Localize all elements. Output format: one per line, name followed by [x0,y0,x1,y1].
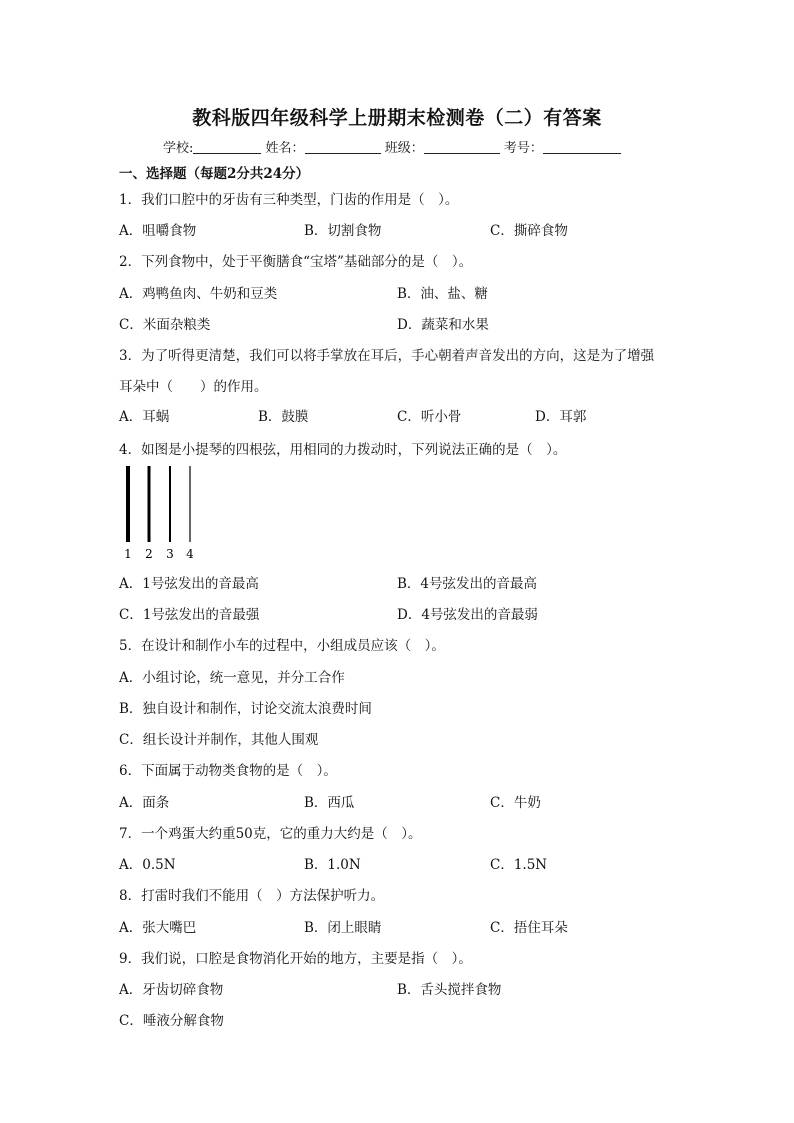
q6-option-c[interactable]: C．牛奶 [490,795,541,811]
q1-option-b[interactable]: B．切割食物 [304,223,382,239]
question-3-stem: 3．为了听得更清楚，我们可以将手掌放在耳后，手心朝着声音发出的方向，这是为了增强 [119,348,655,364]
string-label-4: 4 [186,547,194,561]
question-5-stem: 5．在设计和制作小车的过程中，小组成员应该（ ）。 [119,638,445,654]
q8-option-a[interactable]: A．张大嘴巴 [119,920,197,936]
question-4-stem: 4．如图是小提琴的四根弦，用相同的力拨动时，下列说法正确的是（ ）。 [119,442,567,458]
q7-option-b[interactable]: B．1.0N [304,857,361,873]
question-3-stem-cont: 耳朵中（ ）的作用。 [119,379,268,395]
question-2-stem: 2．下列食物中，处于平衡膳食“宝塔”基础部分的是（ ）。 [119,254,473,270]
question-1-stem: 1．我们口腔中的牙齿有三种类型，门齿的作用是（ ）。 [119,192,459,208]
q9-option-c[interactable]: C．唾液分解食物 [119,1013,224,1029]
section-heading: 一、选择题（每题2分共24分） [119,166,310,182]
name-blank[interactable] [305,140,381,154]
q4-option-a[interactable]: A．1号弦发出的音最高 [119,576,259,592]
q5-option-c[interactable]: C．组长设计并制作，其他人围观 [119,732,319,748]
q2-option-b[interactable]: B．油、盐、糖 [397,286,488,302]
q2-option-a[interactable]: A．鸡鸭鱼肉、牛奶和豆类 [119,286,278,302]
student-info-line [163,137,621,156]
question-6-stem: 6．下面属于动物类食物的是（ ）。 [119,763,337,779]
q9-option-b[interactable]: B．舌头搅拌食物 [397,982,502,998]
name-label: 姓名： [265,141,305,156]
q8-option-c[interactable]: C．捂住耳朵 [490,920,568,936]
q1-option-a[interactable]: A．咀嚼食物 [119,223,197,239]
q6-option-a[interactable]: A．面条 [119,795,170,811]
string-label-3: 3 [166,547,174,561]
question-8-stem: 8．打雷时我们不能用（ ）方法保护听力。 [119,888,385,904]
q2-option-c[interactable]: C．米面杂粮类 [119,317,211,333]
exam-title: 教科版四年级科学上册期末检测卷（二）有答案 [192,107,602,129]
number-blank[interactable] [543,140,621,154]
q7-option-a[interactable]: A．0.5N [119,857,176,873]
q4-option-b[interactable]: B．4号弦发出的音最高 [397,576,538,592]
q3-option-a[interactable]: A．耳蜗 [119,409,170,425]
q6-option-b[interactable]: B．西瓜 [304,795,355,811]
q3-option-c[interactable]: C．听小骨 [397,409,462,425]
q7-option-c[interactable]: C．1.5N [490,857,548,873]
q2-option-d[interactable]: D．蔬菜和水果 [397,317,489,333]
string-label-1: 1 [124,547,132,561]
school-blank[interactable] [193,140,261,154]
q9-option-a[interactable]: A．牙齿切碎食物 [119,982,224,998]
q4-option-d[interactable]: D．4号弦发出的音最弱 [397,607,538,623]
violin-strings-figure [119,462,199,562]
q3-option-d[interactable]: D．耳郭 [535,409,587,425]
school-label: 学校: [163,141,194,156]
q8-option-b[interactable]: B．闭上眼睛 [304,920,382,936]
q3-option-b[interactable]: B．鼓膜 [258,409,309,425]
q5-option-a[interactable]: A．小组讨论，统一意见，并分工合作 [119,670,345,686]
q4-option-c[interactable]: C．1号弦发出的音最强 [119,607,260,623]
class-blank[interactable] [424,140,500,154]
class-label: 班级： [384,141,424,156]
question-9-stem: 9．我们说，口腔是食物消化开始的地方，主要是指（ ）。 [119,951,472,967]
number-label: 考号： [503,141,543,156]
question-7-stem: 7．一个鸡蛋大约重50克，它的重力大约是（ ）。 [119,826,422,842]
string-label-2: 2 [145,547,153,561]
q1-option-c[interactable]: C．撕碎食物 [490,223,568,239]
q5-option-b[interactable]: B．独自设计和制作，讨论交流太浪费时间 [119,701,372,717]
